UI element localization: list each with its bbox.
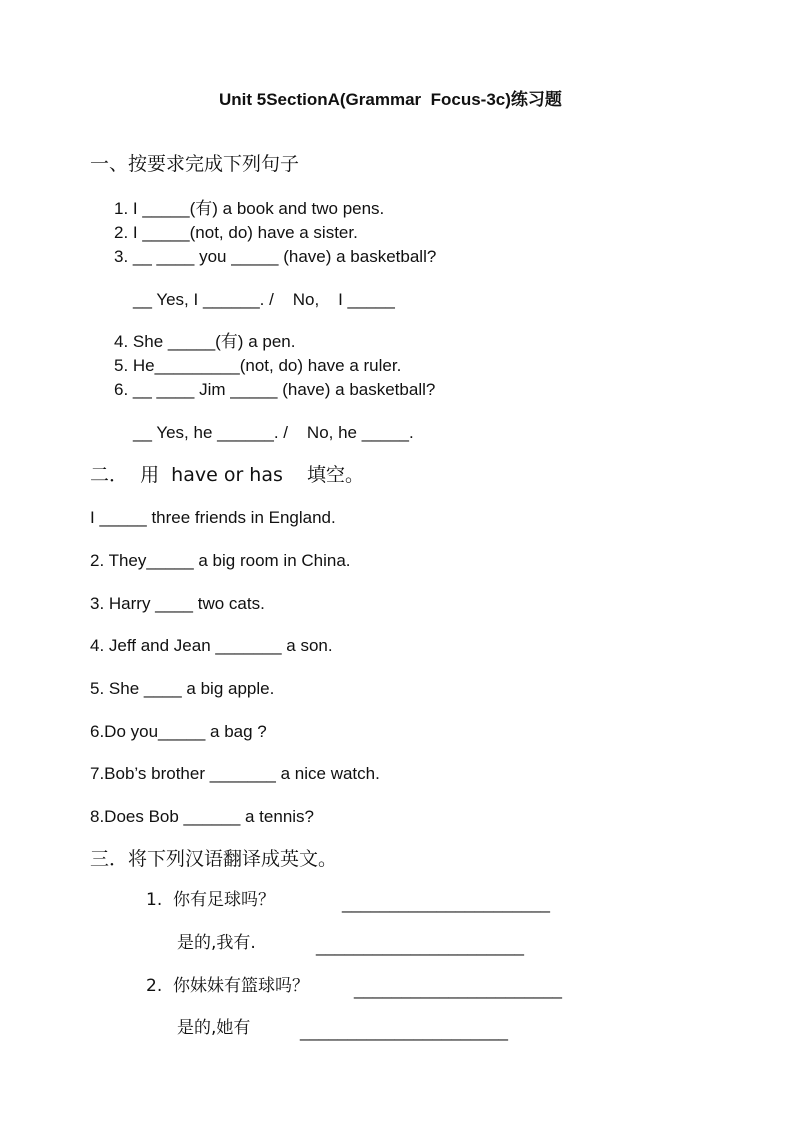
exercise-line: 3. Harry ____ two cats. xyxy=(90,594,265,613)
exercise-line: I _____ three friends in England. xyxy=(90,508,336,527)
exercise-line: __ Yes, I ______. / No, I _____ xyxy=(133,290,395,309)
answer-blank: ______________________ xyxy=(300,1022,509,1041)
section-3-heading: 三．将下列汉语翻译成英文。 xyxy=(90,848,338,870)
exercise-line: 2. I _____(not, do) have a sister. xyxy=(114,223,358,242)
exercise-line: __ Yes, he ______. / No, he _____. xyxy=(133,423,414,442)
exercise-line: 5. He_________(not, do) have a ruler. xyxy=(114,356,402,375)
exercise-line: 2. They_____ a big room in China. xyxy=(90,551,351,570)
page-title: Unit 5SectionA(Grammar Focus-3c)练习题 xyxy=(219,90,562,109)
answer-blank: ______________________ xyxy=(342,894,551,913)
section-1-heading: 一、按要求完成下列句子 xyxy=(90,153,300,175)
answer-blank: ______________________ xyxy=(316,937,525,956)
exercise-line: 6. __ ____ Jim _____ (have) a basketball? xyxy=(114,380,436,399)
exercise-line: 1. I _____(有) a book and two pens. xyxy=(114,199,385,218)
exercise-line: 7.Bob’s brother _______ a nice watch. xyxy=(90,764,380,783)
section-2-heading: 二． 用 have or has 填空。 xyxy=(90,464,365,486)
translation-answer-prompt: 是的,她有 xyxy=(177,1018,251,1038)
exercise-line: 6.Do you_____ a bag ? xyxy=(90,722,267,741)
translation-question: 2. 你妹妹有篮球吗？ xyxy=(146,976,310,996)
answer-blank: ______________________ xyxy=(354,980,563,999)
exercise-line: 8.Does Bob ______ a tennis? xyxy=(90,807,315,826)
exercise-line: 4. She _____(有) a pen. xyxy=(114,332,296,351)
translation-answer-prompt: 是的,我有. xyxy=(177,933,256,953)
translation-question: 1. 你有足球吗？ xyxy=(146,890,276,910)
exercise-line: 5. She ____ a big apple. xyxy=(90,679,275,698)
exercise-line: 4. Jeff and Jean _______ a son. xyxy=(90,636,333,655)
exercise-line: 3. __ ____ you _____ (have) a basketball? xyxy=(114,247,437,266)
